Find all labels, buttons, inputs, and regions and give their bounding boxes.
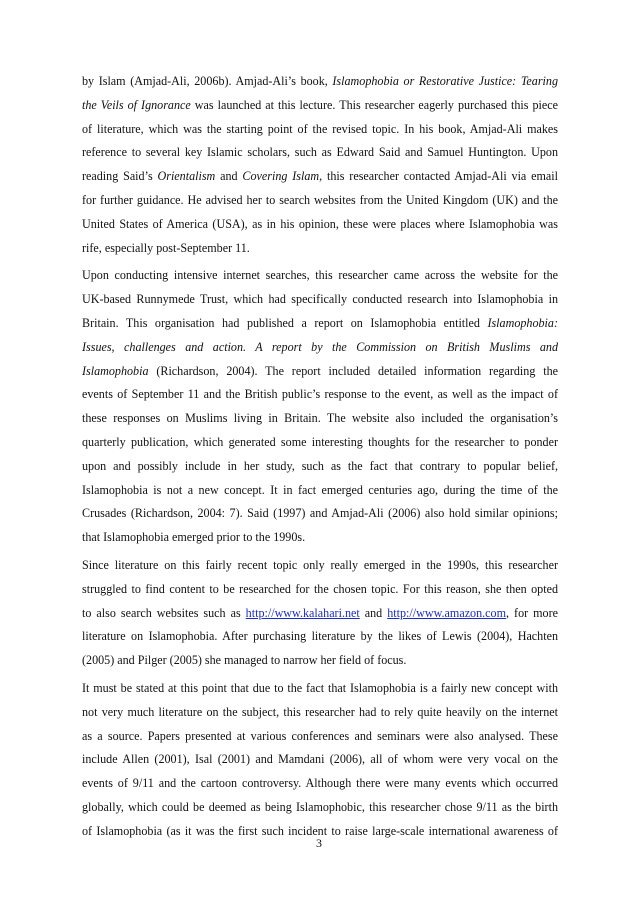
text-run: (Richardson, 2004). The report included detailed information regarding the xyxy=(148,363,558,378)
text-run: events of September 11 and the British public’s response to the event, as well as the impact of xyxy=(82,387,558,402)
text-run: by Islam (Amjad-Ali, 2006b). Amjad-Ali’s book, xyxy=(82,74,333,88)
hyperlink[interactable]: http://www.amazon.com xyxy=(387,605,507,620)
text-run: Islamophobia is not a new concept. It in fact emerged centuries ago, during the time of the xyxy=(82,482,558,497)
text-line xyxy=(82,165,558,189)
text-run: rife, especially post-September 11. xyxy=(82,240,250,255)
text-line xyxy=(82,455,558,479)
text-line xyxy=(82,502,558,526)
text-line xyxy=(82,213,558,237)
text-run: , for more xyxy=(506,605,558,620)
text-line xyxy=(82,94,558,118)
text-run: to also search websites such as xyxy=(82,605,246,620)
text-run: for further guidance. He advised her to search websites from the United Kingdom (UK) and the xyxy=(82,192,558,207)
italic-text: Islamophobia xyxy=(82,363,149,378)
paragraph xyxy=(82,554,558,673)
text-run: , this researcher contacted Amjad-Ali via email xyxy=(319,169,558,184)
text-run: United States of America (USA), as in his opinion, these were places where Islamophobia was xyxy=(82,216,558,231)
text-line xyxy=(82,772,558,796)
italic-text: Covering Islam xyxy=(242,169,320,184)
italic-text: the Veils of Ignorance xyxy=(82,97,191,112)
text-line xyxy=(82,288,558,312)
paragraph xyxy=(82,264,558,550)
text-line xyxy=(82,554,558,578)
italic-text: Islamophobia or Restorative Justice: Tearing xyxy=(332,74,559,88)
text-run: events of 9/11 and the cartoon controversy. Although there were many events which occurred xyxy=(82,776,558,791)
italic-text: Issues, challenges and action. A report by the Commission on British Muslims and xyxy=(82,339,558,354)
text-line xyxy=(82,748,558,772)
text-run: (2005) and Pilger (2005) she managed to narrow her field of focus. xyxy=(82,653,407,668)
text-run: of literature, which was the starting point of the revised topic. In his book, Amjad-Ali makes xyxy=(82,121,558,136)
text-line xyxy=(82,725,558,749)
text-line xyxy=(82,526,558,550)
text-run: was launched at this lecture. This researcher eagerly purchased this piece xyxy=(190,97,559,112)
text-line xyxy=(82,677,558,701)
text-line xyxy=(82,189,558,213)
text-run: as a source. Papers presented at various conferences and seminars were also analysed. These xyxy=(82,728,558,743)
text-line xyxy=(82,264,558,288)
text-run: It must be stated at this point that due to the fact that Islamophobia is a fairly new concept with xyxy=(82,680,558,695)
body-text xyxy=(82,70,558,848)
text-run: these responses on Muslims living in Britain. The website also included the organisation’s xyxy=(82,411,558,426)
text-line xyxy=(82,360,558,384)
text-line xyxy=(82,312,558,336)
text-run: reading Said’s xyxy=(82,169,158,184)
hyperlink[interactable]: http://www.kalahari.net xyxy=(245,605,360,620)
text-line xyxy=(82,407,558,431)
text-run: Crusades (Richardson, 2004: 7). Said (1997) and Amjad-Ali (2006) also hold similar opinions; xyxy=(82,506,558,521)
text-run: struggled to find content to be researched for the chosen topic. For this reason, she then opted xyxy=(82,581,558,596)
text-line xyxy=(82,479,558,503)
text-run: Britain. This organisation had published a report on Islamophobia entitled xyxy=(82,315,488,330)
italic-text: Islamophobia: xyxy=(487,315,558,330)
text-line xyxy=(82,431,558,455)
text-line xyxy=(82,237,558,261)
text-line xyxy=(82,578,558,602)
paragraph xyxy=(82,70,558,260)
text-run: and xyxy=(215,169,243,184)
text-run: include Allen (2001), Isal (2001) and Mamdani (2006), all of whom were very vocal on the xyxy=(82,752,558,767)
text-line xyxy=(82,118,558,142)
text-run: globally, which could be deemed as being Islamophobic, this researcher chose 9/11 as the birth xyxy=(82,799,558,814)
text-run: Upon conducting intensive internet searches, this researcher came across the website for the xyxy=(82,268,558,283)
page-number: 3 xyxy=(316,836,322,850)
text-line xyxy=(82,70,558,94)
text-run: Since literature on this fairly recent topic only really emerged in the 1990s, this researcher xyxy=(82,557,558,572)
text-run: that Islamophobia emerged prior to the 1990s. xyxy=(82,530,306,545)
text-run: reference to several key Islamic scholars, such as Edward Said and Samuel Huntington. Upon xyxy=(82,145,558,160)
text-line xyxy=(82,383,558,407)
text-run: upon and possibly include in her study, such as the fact that contrary to popular belief, xyxy=(82,458,558,473)
text-line xyxy=(82,141,558,165)
italic-text: Orientalism xyxy=(157,169,216,184)
paragraph xyxy=(82,677,558,844)
text-run: quarterly publication, which generated some interesting thoughts for the researcher to ponder xyxy=(82,434,558,449)
text-line xyxy=(82,649,558,673)
text-run: and xyxy=(359,605,388,620)
text-run: literature on Islamophobia. After purchasing literature by the likes of Lewis (2004), Hachten xyxy=(82,629,558,644)
text-run: UK-based Runnymede Trust, which had specifically conducted research into Islamophobia in xyxy=(82,292,558,307)
text-line xyxy=(82,602,558,626)
text-line xyxy=(82,625,558,649)
text-line xyxy=(82,336,558,360)
text-run: not very much literature on the subject, this researcher had to rely quite heavily on the internet xyxy=(82,704,558,719)
text-line xyxy=(82,796,558,820)
text-run: of Islamophobia (as it was the first such incident to raise large-scale international awareness of xyxy=(82,823,558,838)
text-line xyxy=(82,701,558,725)
